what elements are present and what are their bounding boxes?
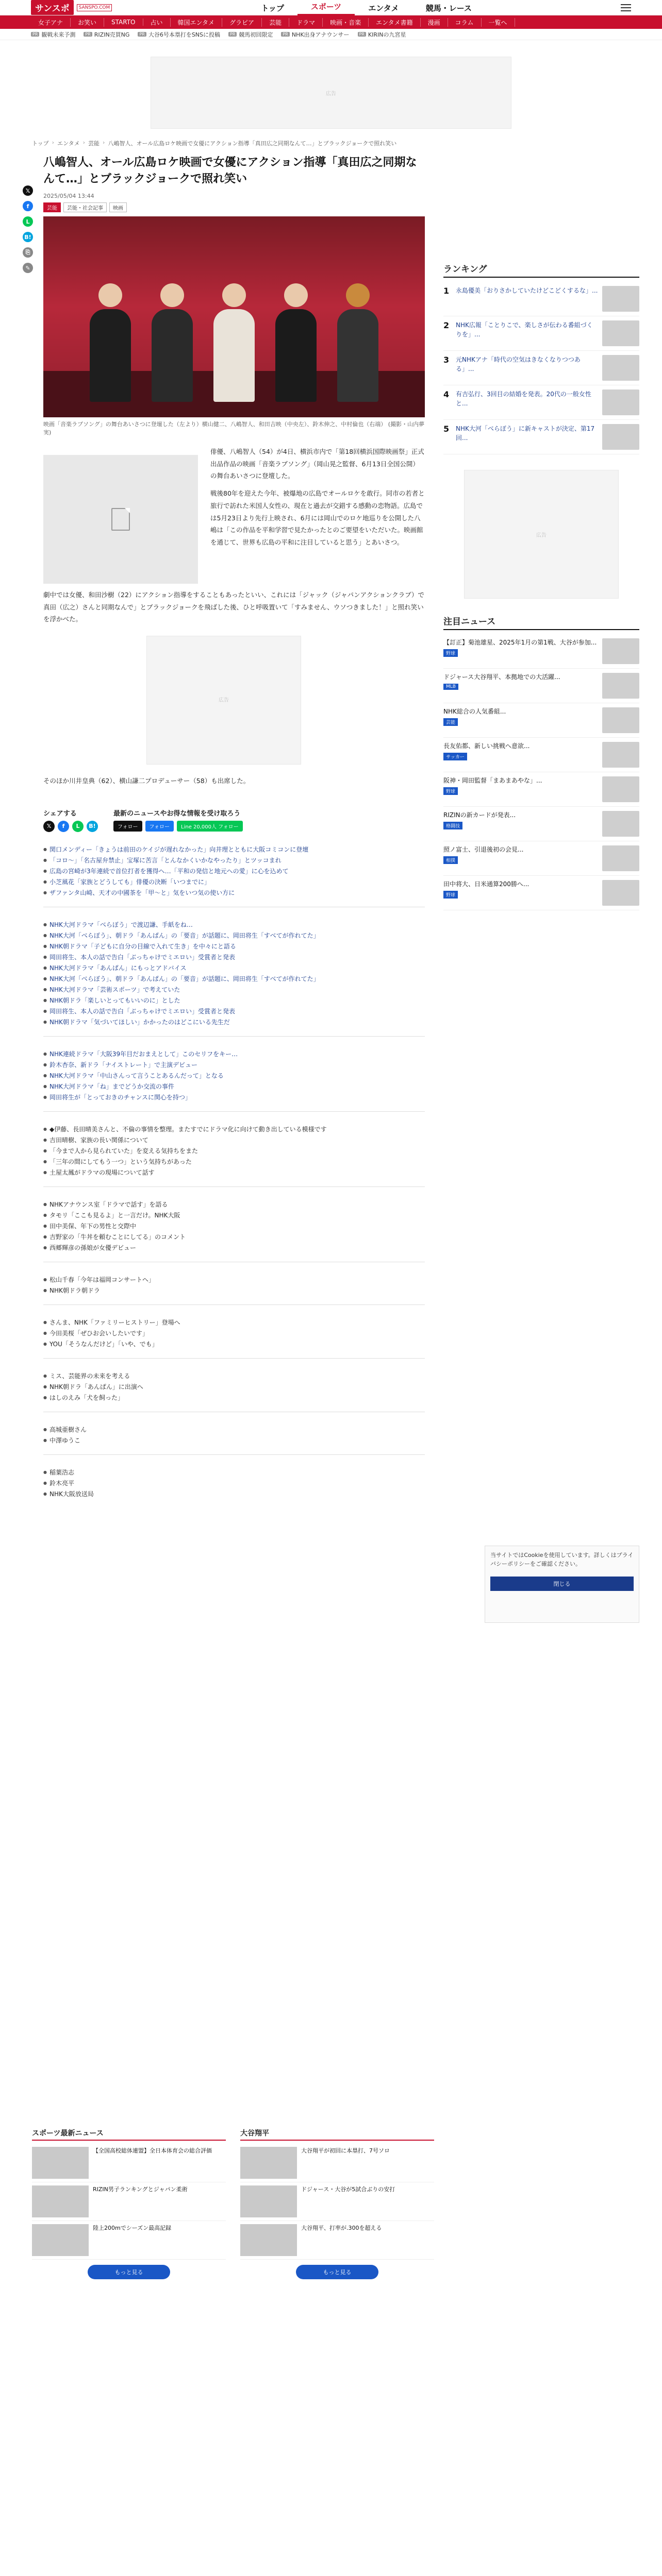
rank-text: 永島優美「おりさかしていたけどこどくするな」... (456, 287, 598, 294)
news-tag: 芸能 (443, 718, 458, 726)
sub-nav-label: 大谷6号本塁打をSNSに投稿 (148, 31, 221, 38)
related-link[interactable]: ● 岡田将生、本人の話で告白「ぶっちゃけでミエロい」受賞者と発表 (43, 952, 425, 963)
related-link[interactable]: ● NHK朝ドラマ「子どもに自分の目線で入れて生き」を中々にと語る (43, 941, 425, 952)
news-tag: MLB (443, 684, 458, 690)
note-item: ● タモリ「ここも見るよ」と一言だけ。NHK大阪 (43, 1210, 425, 1221)
person-figure (337, 283, 378, 402)
share-title: シェアする (43, 809, 77, 818)
note-item: ● 高城亜樹さん (43, 1425, 425, 1435)
ranking-item[interactable] (443, 420, 639, 454)
thumbnail (240, 2185, 297, 2217)
news-headline: RIZIN男子ランキングとジャパン柔術 (93, 2186, 188, 2193)
ranking-item[interactable] (443, 351, 639, 385)
related-link[interactable]: ● 「コロ～」「名古屋弁禁止」宝塚に苦言「とんなかくいかなやったり」とツッコまれ (43, 855, 425, 866)
related-link[interactable]: ● NHK大河「べらぼう」、朝ドラ「あんぱん」の「要音」が話題に、岡田将生「すべてが作れてた」 (43, 930, 425, 941)
article (43, 155, 425, 1500)
thumbnail (602, 776, 639, 802)
follow-line-button[interactable]: Line 20,000人 フォロー (177, 821, 243, 832)
divider (43, 1036, 425, 1037)
news-card[interactable] (32, 2221, 226, 2260)
news-headline: 【全国高校総体連盟】全日本体育会の総合評価 (93, 2147, 212, 2154)
consent-close-button[interactable]: 閉じる (490, 1577, 634, 1591)
sub-nav-label: RIZIN売買NG (94, 31, 130, 38)
news-headline: ドジャース大谷翔平、本拠地での大活躍... (443, 673, 560, 681)
news-card[interactable] (240, 2182, 434, 2221)
section-title: スポーツ最新ニュース (32, 2128, 226, 2141)
rank-text: NHK広報「ことりこで、楽しさが伝わる番組づくりを」... (456, 321, 593, 338)
related-link[interactable]: ● ザファンタ山崎、天才の中國茶を「甲～と」気をいつ気の使い方に (43, 888, 425, 899)
cat-item[interactable]: お笑い (71, 18, 104, 27)
file-icon (111, 508, 130, 531)
breadcrumb-item[interactable]: トップ (32, 140, 49, 147)
person-figure (90, 283, 131, 402)
cat-item[interactable]: 占い (143, 18, 171, 27)
person-figure (213, 283, 255, 402)
rank-number: 1 (443, 286, 450, 296)
consent-card (485, 1546, 639, 1623)
side-news-item[interactable] (443, 841, 639, 876)
cat-item[interactable]: 一覧へ (482, 18, 515, 27)
follow-buttons (113, 821, 243, 832)
sub-nav-item[interactable] (358, 30, 406, 39)
sub-nav-item[interactable] (138, 30, 220, 39)
related-link[interactable]: ● NHK大河ドラマ「芸術スポーツ」で考えていた (43, 985, 425, 995)
thumbnail (602, 389, 639, 415)
related-link[interactable]: ● NHK朝ドラ「楽しいとってもいいのに」とした (43, 995, 425, 1006)
news-card[interactable] (240, 2144, 434, 2182)
breadcrumb-separator: › (82, 139, 86, 146)
related-link[interactable]: ● NHK連続ドラマ「大阪39年目だおまえとして」このセリフをキー… (43, 1049, 425, 1060)
sub-nav-label: 競馬初回限定 (239, 31, 273, 38)
side-news-item[interactable] (443, 669, 639, 703)
tab-keiba[interactable]: 競馬・レース (425, 3, 472, 13)
news-headline: RIZINの新カードが発表... (443, 811, 516, 819)
article-date: 2025/05/04 13:44 (43, 192, 94, 199)
pr-badge: PR (31, 32, 39, 37)
thumbnail (602, 320, 639, 346)
rank-number: 4 (443, 389, 450, 399)
ranking-item[interactable] (443, 316, 639, 351)
follow-title: 最新のニュースやお得な情報を受け取ろう (113, 809, 241, 818)
sub-nav-label: NHK出身アナウンサー (291, 31, 350, 38)
cat-item[interactable]: グラビア (222, 18, 262, 27)
pr-badge: PR (228, 32, 237, 37)
note-item: ● ◆伊藤、長田晴美さんと、不倫の事情を整理。またすでにドラマ化に向けて動き出している模様です (43, 1124, 425, 1135)
news-headline: 阪神・岡田監督「まあまあやな」... (443, 777, 542, 784)
rank-text: NHK大河「べらぼう」に新キャストが決定、第17回... (456, 425, 595, 442)
sub-nav-item[interactable] (84, 30, 129, 39)
news-tag: 野球 (443, 787, 458, 795)
side-news-item[interactable] (443, 772, 639, 807)
related-link[interactable]: ● NHK大河ドラマ「中山さんって言うことあるんだって」となる (43, 1071, 425, 1081)
ranking-item[interactable] (443, 385, 639, 420)
news-card[interactable] (32, 2182, 226, 2221)
thumbnail (602, 742, 639, 768)
logo-text: サンスポ (31, 0, 74, 15)
news-headline: ドジャース・大谷が5試合ぶりの安打 (301, 2186, 395, 2193)
rank-number: 2 (443, 320, 450, 330)
related-link[interactable]: ● 岡田将生、本人の話で告白「ぶっちゃけでミエロい」受賞者と発表 (43, 1006, 425, 1017)
paragraph: 戦後80年を迎えた今年、被爆地の広島でオールロケを敢行。同市の若者と旅行で訪れた米国人女性の、現在と過去が交錯する感動の恋物語。広島では5月23日より先行上映され、6月には岡山でのロケ地巡りを公開した八嶋は「この作品を平和学習で見たかったとのご要望をいただいた。映画館を通じて、世界も広島の平和に注目していると思う」とあいさつ。 (210, 489, 425, 547)
sub-nav-label: KIRINの九宮星 (368, 31, 406, 38)
related-link[interactable]: ● 岡田将生が「とっておきのチャンスに関心を持つ」 (43, 1092, 425, 1103)
ohtani-column (240, 2128, 434, 2279)
article-body (43, 446, 425, 787)
note-item: ● 「三年の間にしてもう一つ」という気持ちがあった (43, 1157, 425, 1167)
note-item: ● 今田美桜「ぜひお会いしたいです」 (43, 1328, 425, 1339)
side-news-item[interactable] (443, 807, 639, 841)
thumbnail (602, 286, 639, 312)
related-links-2 (43, 920, 425, 1028)
cat-item[interactable]: エンタメ書籍 (369, 18, 421, 27)
note-item: ● 吉田晴樹、家族の長い関係について (43, 1135, 425, 1146)
rank-text: 有吉弘行、3回目の結婚を発表。20代の一般女性と... (456, 391, 591, 407)
sub-nav-item[interactable] (31, 30, 75, 39)
line-share-icon[interactable]: L (23, 216, 33, 227)
breadcrumb-separator: › (103, 139, 105, 146)
breadcrumb-item[interactable]: エンタメ (57, 140, 80, 147)
cat-item[interactable]: 映画・音楽 (323, 18, 369, 27)
divider (43, 1304, 425, 1305)
rank-number: 3 (443, 355, 450, 365)
tag[interactable]: 映画 (109, 202, 127, 212)
news-headline: NHK総合の人気番組... (443, 708, 506, 715)
share-follow-row (43, 808, 425, 832)
paragraph: そのほか川井皇典（62）、横山謙二プロデューサー（58）も出席した。 (43, 777, 250, 785)
print-icon[interactable]: ✎ (23, 263, 33, 273)
bottom-section-1 (32, 2128, 434, 2279)
article-title: 八嶋智人、オール広島ロケ映画で女優にアクション指導「真田広之同期なんて…」とブラックジョークで照れ笑い (43, 156, 417, 185)
related-link[interactable]: ● 小芝風花「家族とどうしても」俳優の決断「いつまでに」 (43, 877, 425, 888)
news-headline: 長友佑都、新しい挑戦へ意欲... (443, 742, 530, 750)
rank-text: 元NHKアナ「時代の空気はきなくなりつつある」... (456, 356, 581, 372)
copy-link-icon[interactable]: ⎘ (23, 247, 33, 258)
tag[interactable]: 芸能・社会記事 (63, 202, 107, 212)
tab-sports[interactable]: スポーツ (297, 0, 355, 15)
facebook-share-icon[interactable]: f (58, 821, 69, 832)
news-tag: 相撲 (443, 856, 458, 864)
note-item: ● 鈴木亮平 (43, 1478, 425, 1489)
share-vertical (23, 185, 33, 273)
note-item: ● ミス、芸能界の未来を考える (43, 1371, 425, 1382)
breadcrumb-current: 八嶋智人、オール広島ロケ映画で女優にアクション指導「真田広之同期なんて…」とブラックジョークで照れ笑い (108, 140, 397, 147)
news-tag: 格闘技 (443, 822, 462, 829)
pr-badge: PR (138, 32, 146, 37)
notes-f (43, 1425, 425, 1446)
cat-item[interactable]: 韓国エンタメ (171, 18, 223, 27)
thumbnail (602, 638, 639, 664)
ad-inline[interactable]: 広告 (146, 636, 301, 765)
related-link[interactable]: ● 関口メンディー「きょうは前田のケイジが遅れなかった」向井理とともに大阪コミコンに登壇 (43, 844, 425, 855)
thumbnail (240, 2147, 297, 2179)
note-item: ● 中澤ゆうこ (43, 1435, 425, 1446)
paragraph: 劇中では女優、和田沙樹（22）にアクション指導をすることもあったといい、これには「ジャック（ジャパンアクションクラブ）で真田（広之）さんと同期なんで」とブラックジョークを飛ばした後、ひと呼吸置いて「すみません、ウソつきました！」と照れ笑いを浮かべた。 (43, 590, 424, 623)
note-item: ● さんま、NHK「ファミリーヒストリー」登場へ (43, 1317, 425, 1328)
note-item: ● はしのえみ「犬を飼った」 (43, 1393, 425, 1403)
facebook-share-icon[interactable]: f (23, 201, 33, 211)
breadcrumb-separator: › (52, 139, 55, 146)
category-nav (0, 15, 662, 29)
notes-e (43, 1371, 425, 1403)
news-headline: 陸上200mでシーズン最高記録 (93, 2225, 172, 2231)
note-item: ● NHKアナウンス室「ドラマで話す」を語る (43, 1199, 425, 1210)
thumbnail (602, 707, 639, 733)
note-item: ● NHK朝ドラ朝ドラ (43, 1285, 425, 1296)
news-headline: 田中将大、日米通算200勝へ... (443, 880, 529, 888)
cat-item[interactable]: 芸能 (262, 18, 289, 27)
more-button[interactable]: もっと見る (88, 2265, 170, 2279)
sub-nav-item[interactable] (281, 30, 349, 39)
side-news-item[interactable] (443, 738, 639, 772)
thumbnail (32, 2147, 89, 2179)
cat-item[interactable]: コラム (448, 18, 482, 27)
hero-photo[interactable] (43, 216, 425, 417)
ranking-item[interactable] (443, 282, 639, 316)
news-headline: 照ノ富士、引退後初の会見... (443, 846, 524, 853)
sub-nav (0, 29, 662, 40)
notes-g (43, 1467, 425, 1500)
side-news-item[interactable] (443, 876, 639, 910)
rank-number: 5 (443, 424, 450, 434)
ad-banner-top[interactable]: 広告 (151, 57, 511, 129)
follow-facebook-button[interactable]: フォロー (145, 821, 174, 832)
related-link[interactable]: ● NHK大河「べらぼう」、朝ドラ「あんぱん」の「要音」が話題に、岡田将生「すべてが作れてた」 (43, 974, 425, 985)
share-icons (43, 821, 98, 832)
tag[interactable]: 芸能 (43, 202, 61, 212)
news-card[interactable] (32, 2144, 226, 2182)
divider (43, 1111, 425, 1112)
related-link[interactable]: ● NHK朝ドラマ「気づいてほしい」かかったのはどこにいる先生だ (43, 1017, 425, 1028)
note-item: ● 「今まで人から見られていた」を変える気持ちをまた (43, 1146, 425, 1157)
related-link[interactable]: ● NHK大河ドラマ「べらぼう」で渡辺謙、手紙をね… (43, 920, 425, 930)
logo-sub: SANSPO.COM (77, 4, 112, 11)
consent-text: 当サイトではCookieを使用しています。詳しくはプライバシーポリシーをご確認ください。 (490, 1552, 634, 1567)
news-headline: 大谷翔平、打率が.300を超える (301, 2225, 382, 2231)
news-tag: サッカー (443, 753, 467, 760)
news-card[interactable] (240, 2221, 434, 2260)
related-link[interactable]: ● 鈴木杏奈、新ドラ「ナイストレート」で主演デビュー (43, 1060, 425, 1071)
pr-badge: PR (281, 32, 289, 37)
photo-caption: 映画「音楽ラブソング」の舞台あいさつに登壇した（左より）横山健二、八嶋智人、和田吉映（中央左）、鈴木伸之、中村倫也（右端） (撮影・山内夢実) (43, 420, 425, 436)
cat-item[interactable]: 漫画 (421, 18, 448, 27)
news-tag: 野球 (443, 891, 458, 899)
cat-item[interactable]: 女子アナ (31, 18, 71, 27)
person-figure (275, 283, 317, 402)
note-item: ● NHK大阪放送局 (43, 1489, 425, 1500)
section-title: 大谷翔平 (240, 2128, 434, 2141)
cat-item[interactable]: STARTO (104, 19, 143, 26)
sub-nav-label: 観戦未来予測 (41, 31, 76, 38)
tab-entertainment[interactable]: エンタメ (368, 3, 399, 13)
news-tag: 野球 (443, 649, 458, 657)
breadcrumb-item[interactable]: 芸能 (88, 140, 100, 147)
cat-item[interactable]: ドラマ (289, 18, 323, 27)
pr-badge: PR (358, 32, 366, 37)
thumbnail (602, 673, 639, 699)
x-share-icon[interactable]: 𝕏 (43, 821, 55, 832)
hamburger-icon[interactable] (621, 4, 631, 11)
related-links (43, 844, 425, 899)
notes-b (43, 1199, 425, 1253)
thumbnail (32, 2224, 89, 2256)
notes-a (43, 1124, 425, 1178)
video-player[interactable] (43, 455, 198, 584)
news-headline: 【訂正】菊池雄星、2025年1月の第1戦、大谷が参加... (443, 639, 597, 646)
pr-badge: PR (84, 32, 92, 37)
side-news-item[interactable] (443, 703, 639, 738)
related-link[interactable]: ● NHK大河ドラマ「ね」までどうか交流の事件 (43, 1081, 425, 1092)
ranking-title: ランキング (443, 262, 639, 278)
note-item: ● 稲葉浩志 (43, 1467, 425, 1478)
related-link[interactable]: ● NHK大河ドラマ「あんぱん」にもっとアドバイス (43, 963, 425, 974)
main-tabs (247, 0, 485, 15)
note-item: ● 西郷輝彦の孫娘が女優デビュー (43, 1243, 425, 1253)
paragraph: 俳優、八嶋智人（54）が4日、横浜市内で「第18回横浜国際映画祭」正式出品作品の映画「音楽ラブソング」（岡山晃之監督、6月13日全国公開）の舞台あいさつに登壇した。 (210, 447, 424, 480)
thumbnail (602, 880, 639, 906)
thumbnail (602, 424, 639, 450)
sidebar (443, 262, 639, 910)
sub-nav-item[interactable] (228, 30, 273, 39)
sports-news-column (32, 2128, 226, 2279)
note-item: ● 土屋太鳳がドラマの現場について話す (43, 1167, 425, 1178)
breadcrumb (32, 139, 434, 147)
thumbnail (240, 2224, 297, 2256)
person-figure (152, 283, 193, 402)
thumbnail (602, 355, 639, 381)
side-news-title: 注目ニュース (443, 614, 639, 630)
note-item: ● NHK朝ドラ「あんぱん」に出演へ (43, 1382, 425, 1393)
thumbnail (602, 845, 639, 871)
more-button[interactable]: もっと見る (296, 2265, 378, 2279)
divider (43, 1358, 425, 1359)
ad-sidebar[interactable]: 広告 (464, 470, 619, 599)
follow-x-button[interactable]: フォロー (113, 821, 142, 832)
note-item: ● 松山千春「今年は福岡コンサートへ」 (43, 1275, 425, 1285)
hatena-share-icon[interactable]: B! (23, 232, 33, 242)
line-share-icon[interactable]: L (72, 821, 84, 832)
thumbnail (602, 811, 639, 837)
note-item: ● YOU「そうなんだけど」「いや、でも」 (43, 1339, 425, 1350)
notes-d (43, 1317, 425, 1350)
hatena-share-icon[interactable]: B! (87, 821, 98, 832)
related-link[interactable]: ● 広島の宮崎が3年連続で首位打者を獲得へ…「平和の発信と地元への愛」に心を込めて (43, 866, 425, 877)
related-links-3 (43, 1049, 425, 1103)
divider (43, 1454, 425, 1455)
note-item: ● 吉野家の「牛丼を頼むことにしてる」のコメント (43, 1232, 425, 1243)
side-news-item[interactable] (443, 634, 639, 669)
thumbnail (32, 2185, 89, 2217)
article-tags (43, 202, 425, 212)
news-headline: 大谷翔平が初回に本塁打、7号ソロ (301, 2147, 390, 2154)
site-logo[interactable] (31, 0, 112, 15)
top-bar (0, 0, 662, 15)
tab-top[interactable]: トップ (261, 3, 284, 13)
x-share-icon[interactable]: 𝕏 (23, 185, 33, 196)
note-item: ● 田中美保、年下の男性と交際中 (43, 1221, 425, 1232)
notes-c (43, 1275, 425, 1296)
